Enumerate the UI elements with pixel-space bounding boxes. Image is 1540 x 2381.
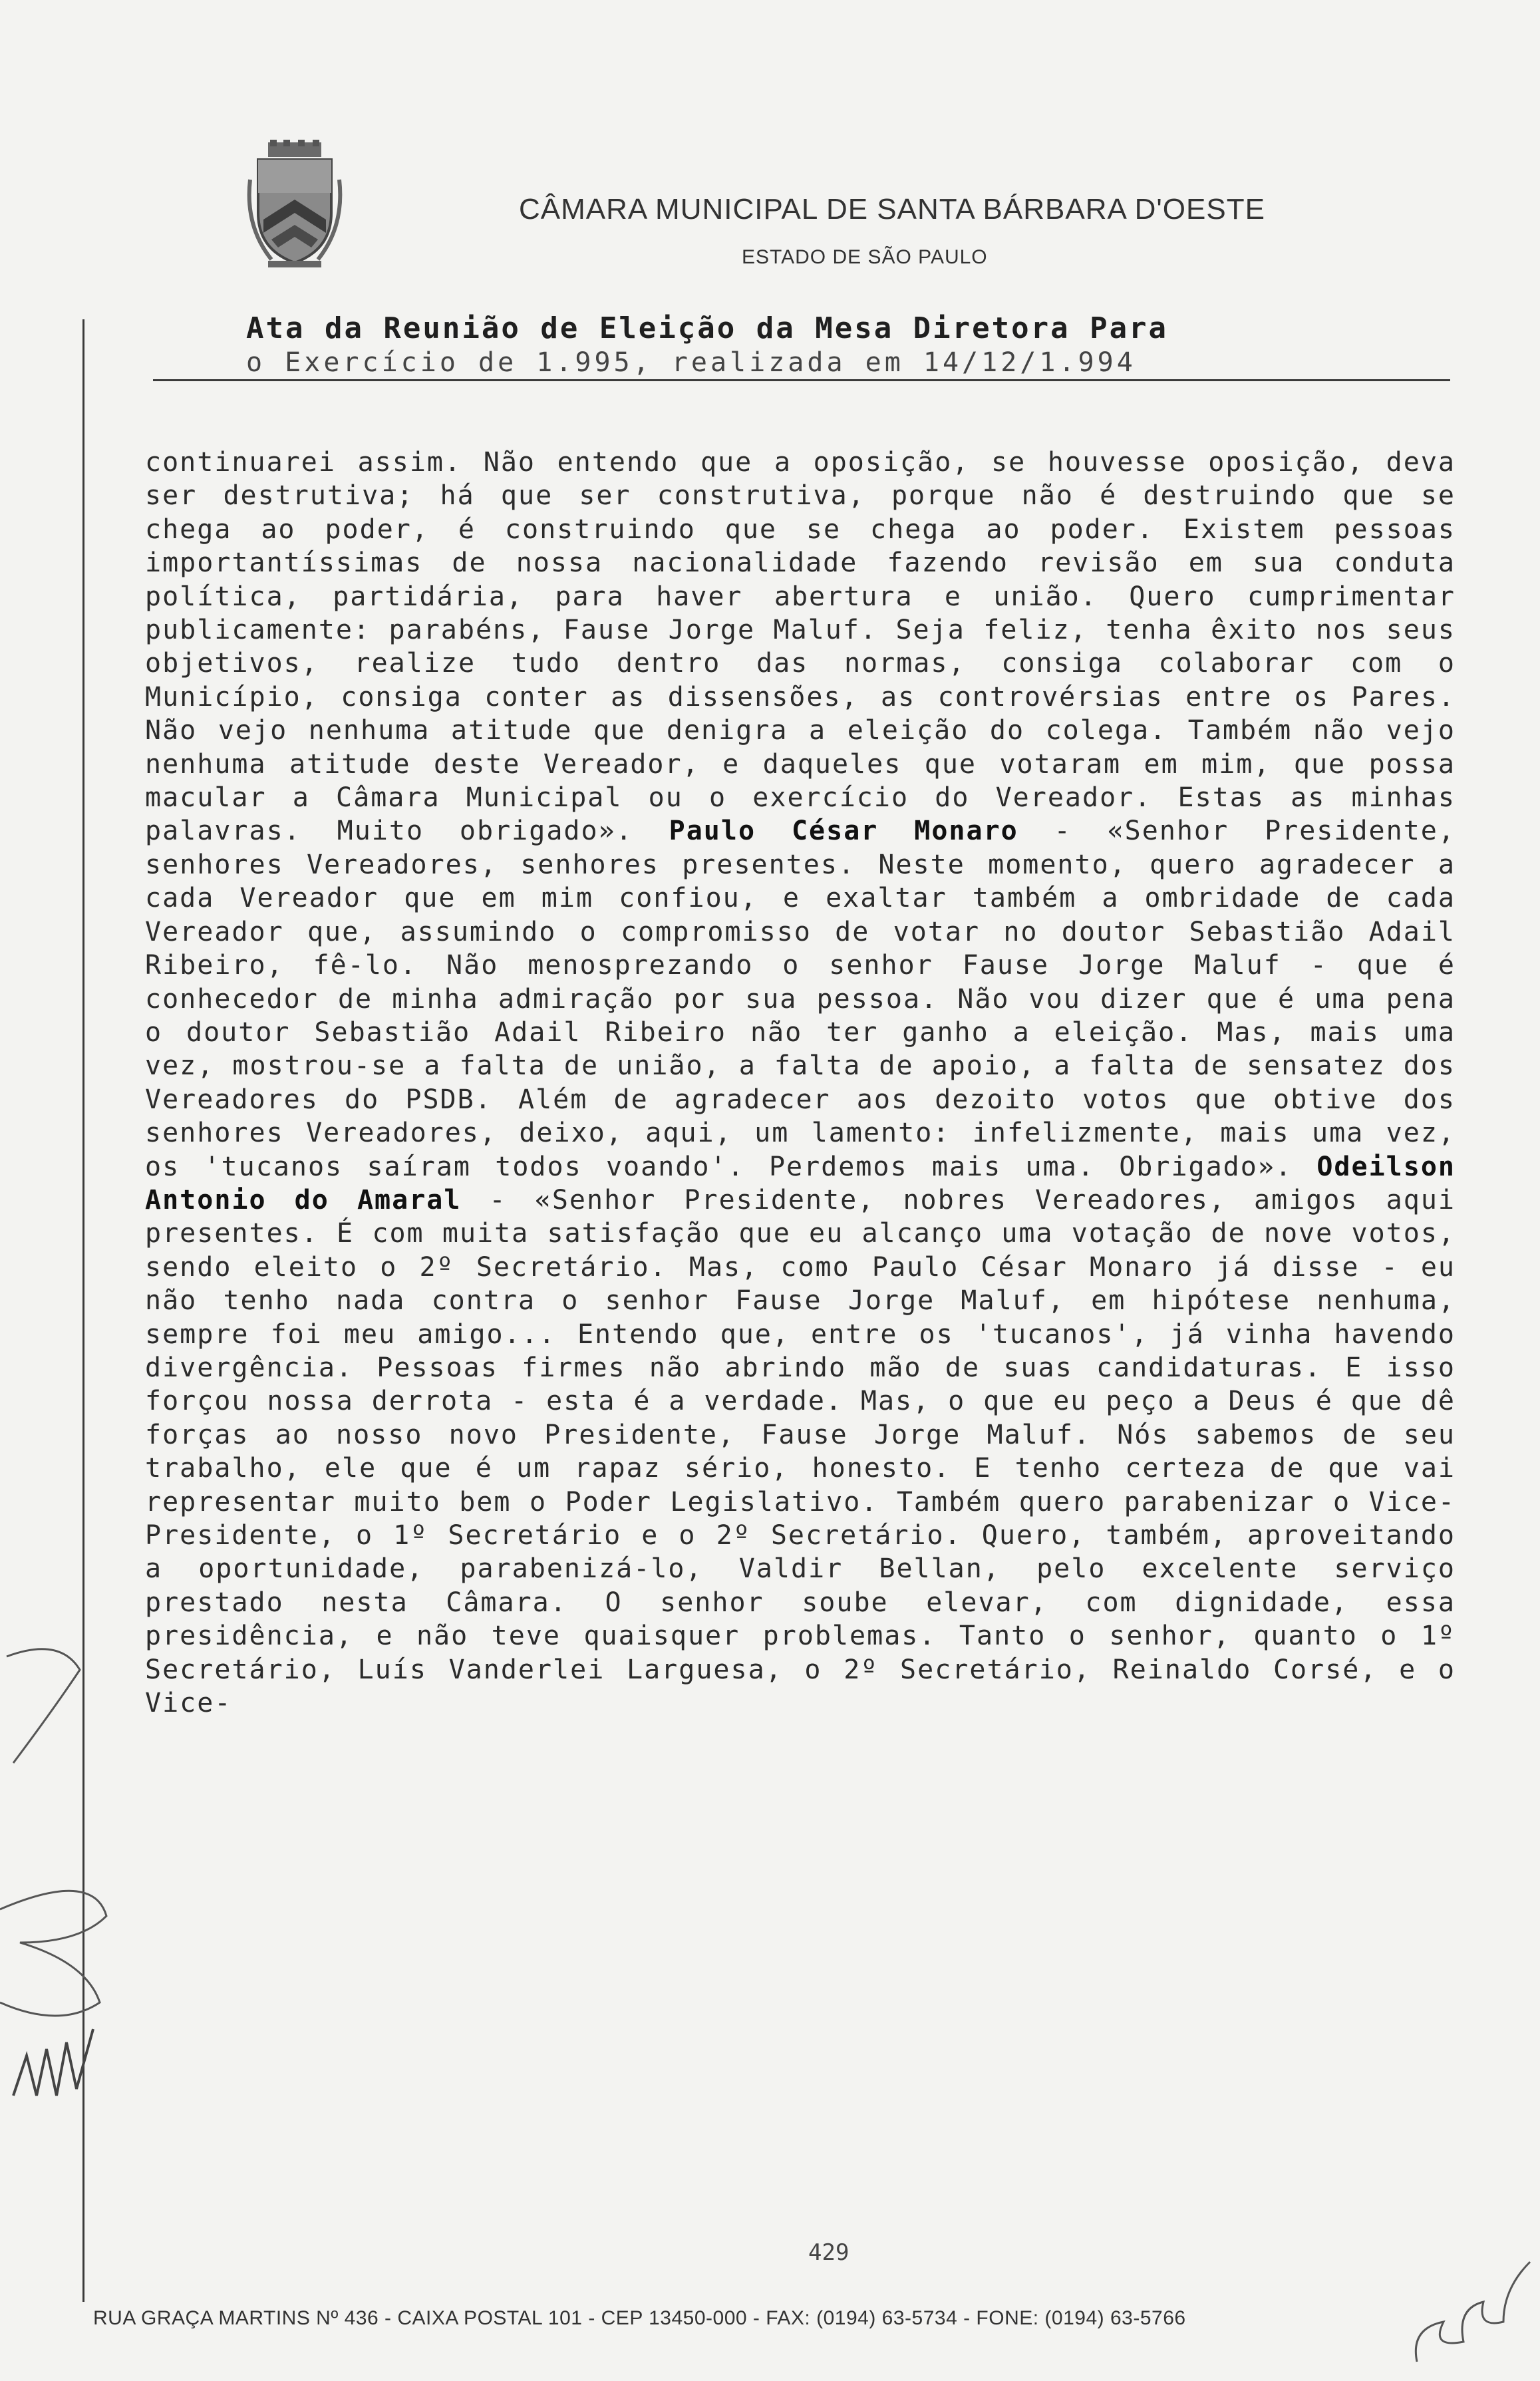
- signature-mark: [0, 1630, 133, 2109]
- paragraph-text: - «Senhor Presidente, senhores Vereadores, senhores presentes. Neste momento, quero agradecer a cada Vereador que em mim confiou, e exaltar também a ombridade de cada Vereador que, assumindo o compromisso de votar no doutor Sebastião Adail Ribeiro, fê-lo. Não menosprezando o senhor Fause Jorge Maluf - que é conhecedor de minha admiração por sua pessoa. Não vou dizer que é uma pena o doutor Sebastião Adail Ribeiro não ter ganho a eleição. Mas, mais uma vez, mostrou-se a falta de união, a falta de apoio, a falta de sensatez dos Vereadores do PSDB. Além de agradecer aos dezoito votos que obtive dos senhores Vereadores, deixo, aqui, um lamento: infelizmente, mais uma vez, os 'tucanos saíram todos voando'. Perdemos mais uma. Obrigado».: [145, 816, 1456, 1182]
- title-underline: [153, 379, 1450, 381]
- minutes-body: [145, 446, 1456, 1720]
- paragraph-text: - «Senhor Presidente, nobres Vereadores, amigos aqui presentes. É com muita satisfação que eu alcanço uma votação de nove votos, sendo eleito o 2º Secretário. Mas, como Paulo César Monaro já disse - eu não tenho nada contra o senhor Fause Jorge Maluf, em hipótese nenhuma, sempre foi meu amigo... Entendo que, entre os 'tucanos', já vinha havendo divergência. Pessoas firmes não abrindo mão de suas candidaturas. E isso forçou nossa derrota - esta é a verdade. Mas, o que eu peço a Deus é que dê forças ao nosso novo Presidente, Fause Jorge Maluf. Nós sabemos de seu trabalho, ele que é um rapaz sério, honesto. E tenho certeza de que vai representar muito bem o Poder Legislativo. Também quero parabenizar o Vice-Presidente, o 1º Secretário e o 2º Secretário. Quero, também, aproveitando a oportunidade, parabenizá-lo, Valdir Bellan, pelo excelente serviço prestado nesta Câmara. O senhor soube elevar, com dignidade, essa presidência, e não teve quaisquer problemas. Tanto o senhor, quanto o 1º Secretário, Luís Vanderlei Larguesa, o 2º Secretário, Reinaldo Corsé, e o Vice-: [145, 1184, 1456, 1719]
- margin-rule: [82, 319, 84, 2302]
- state-name: ESTADO DE SÃO PAULO: [742, 246, 988, 268]
- page-number: 429: [808, 2239, 849, 2266]
- institution-name: CÂMARA MUNICIPAL DE SANTA BÁRBARA D'OESTE: [519, 193, 1265, 226]
- letterhead: [0, 133, 1540, 286]
- paragraph-text: continuarei assim. Não entendo que a oposição, se houvesse oposição, deva ser destrutiva; há que ser construtiva, porque não é destruindo que se chega ao poder, é construindo que se chega ao poder. Existem pessoas importantíssimas de nossa nacionalidade fazendo revisão em sua conduta política, partidária, para haver abertura e união. Quero cumprimentar publicamente: parabéns, Fause Jorge Maluf. Seja feliz, tenha êxito nos seus objetivos, realize tudo dentro das normas, consiga colaborar com o Município, consiga conter as dissensões, as controvérsias entre os Pares. Não vejo nenhuma atitude que denigra a eleição do colega. Também não vejo nenhuma atitude deste Vereador, e daqueles que votaram em mim, que possa macular a Câmara Municipal ou o exercício do Vereador. Estas as minhas palavras. Muito obrigado».: [145, 447, 1456, 847]
- municipal-coat-of-arms-icon: [245, 140, 345, 269]
- speaker-name: Paulo César Monaro: [669, 816, 1018, 847]
- document-subtitle: o Exercício de 1.995, realizada em 14/12/1.994: [246, 347, 1136, 378]
- signature-mark: [1404, 2249, 1537, 2375]
- speaker-name: Odeilson Antonio do Amaral: [145, 1151, 1456, 1215]
- letterhead-footer: RUA GRAÇA MARTINS Nº 436 - CAIXA POSTAL 101 - CEP 13450-000 - FAX: (0194) 63-5734 - FONE: (0194) 63-5766: [93, 2307, 1186, 2329]
- document-title: Ata da Reunião de Eleição da Mesa Diretora Para: [246, 311, 1169, 345]
